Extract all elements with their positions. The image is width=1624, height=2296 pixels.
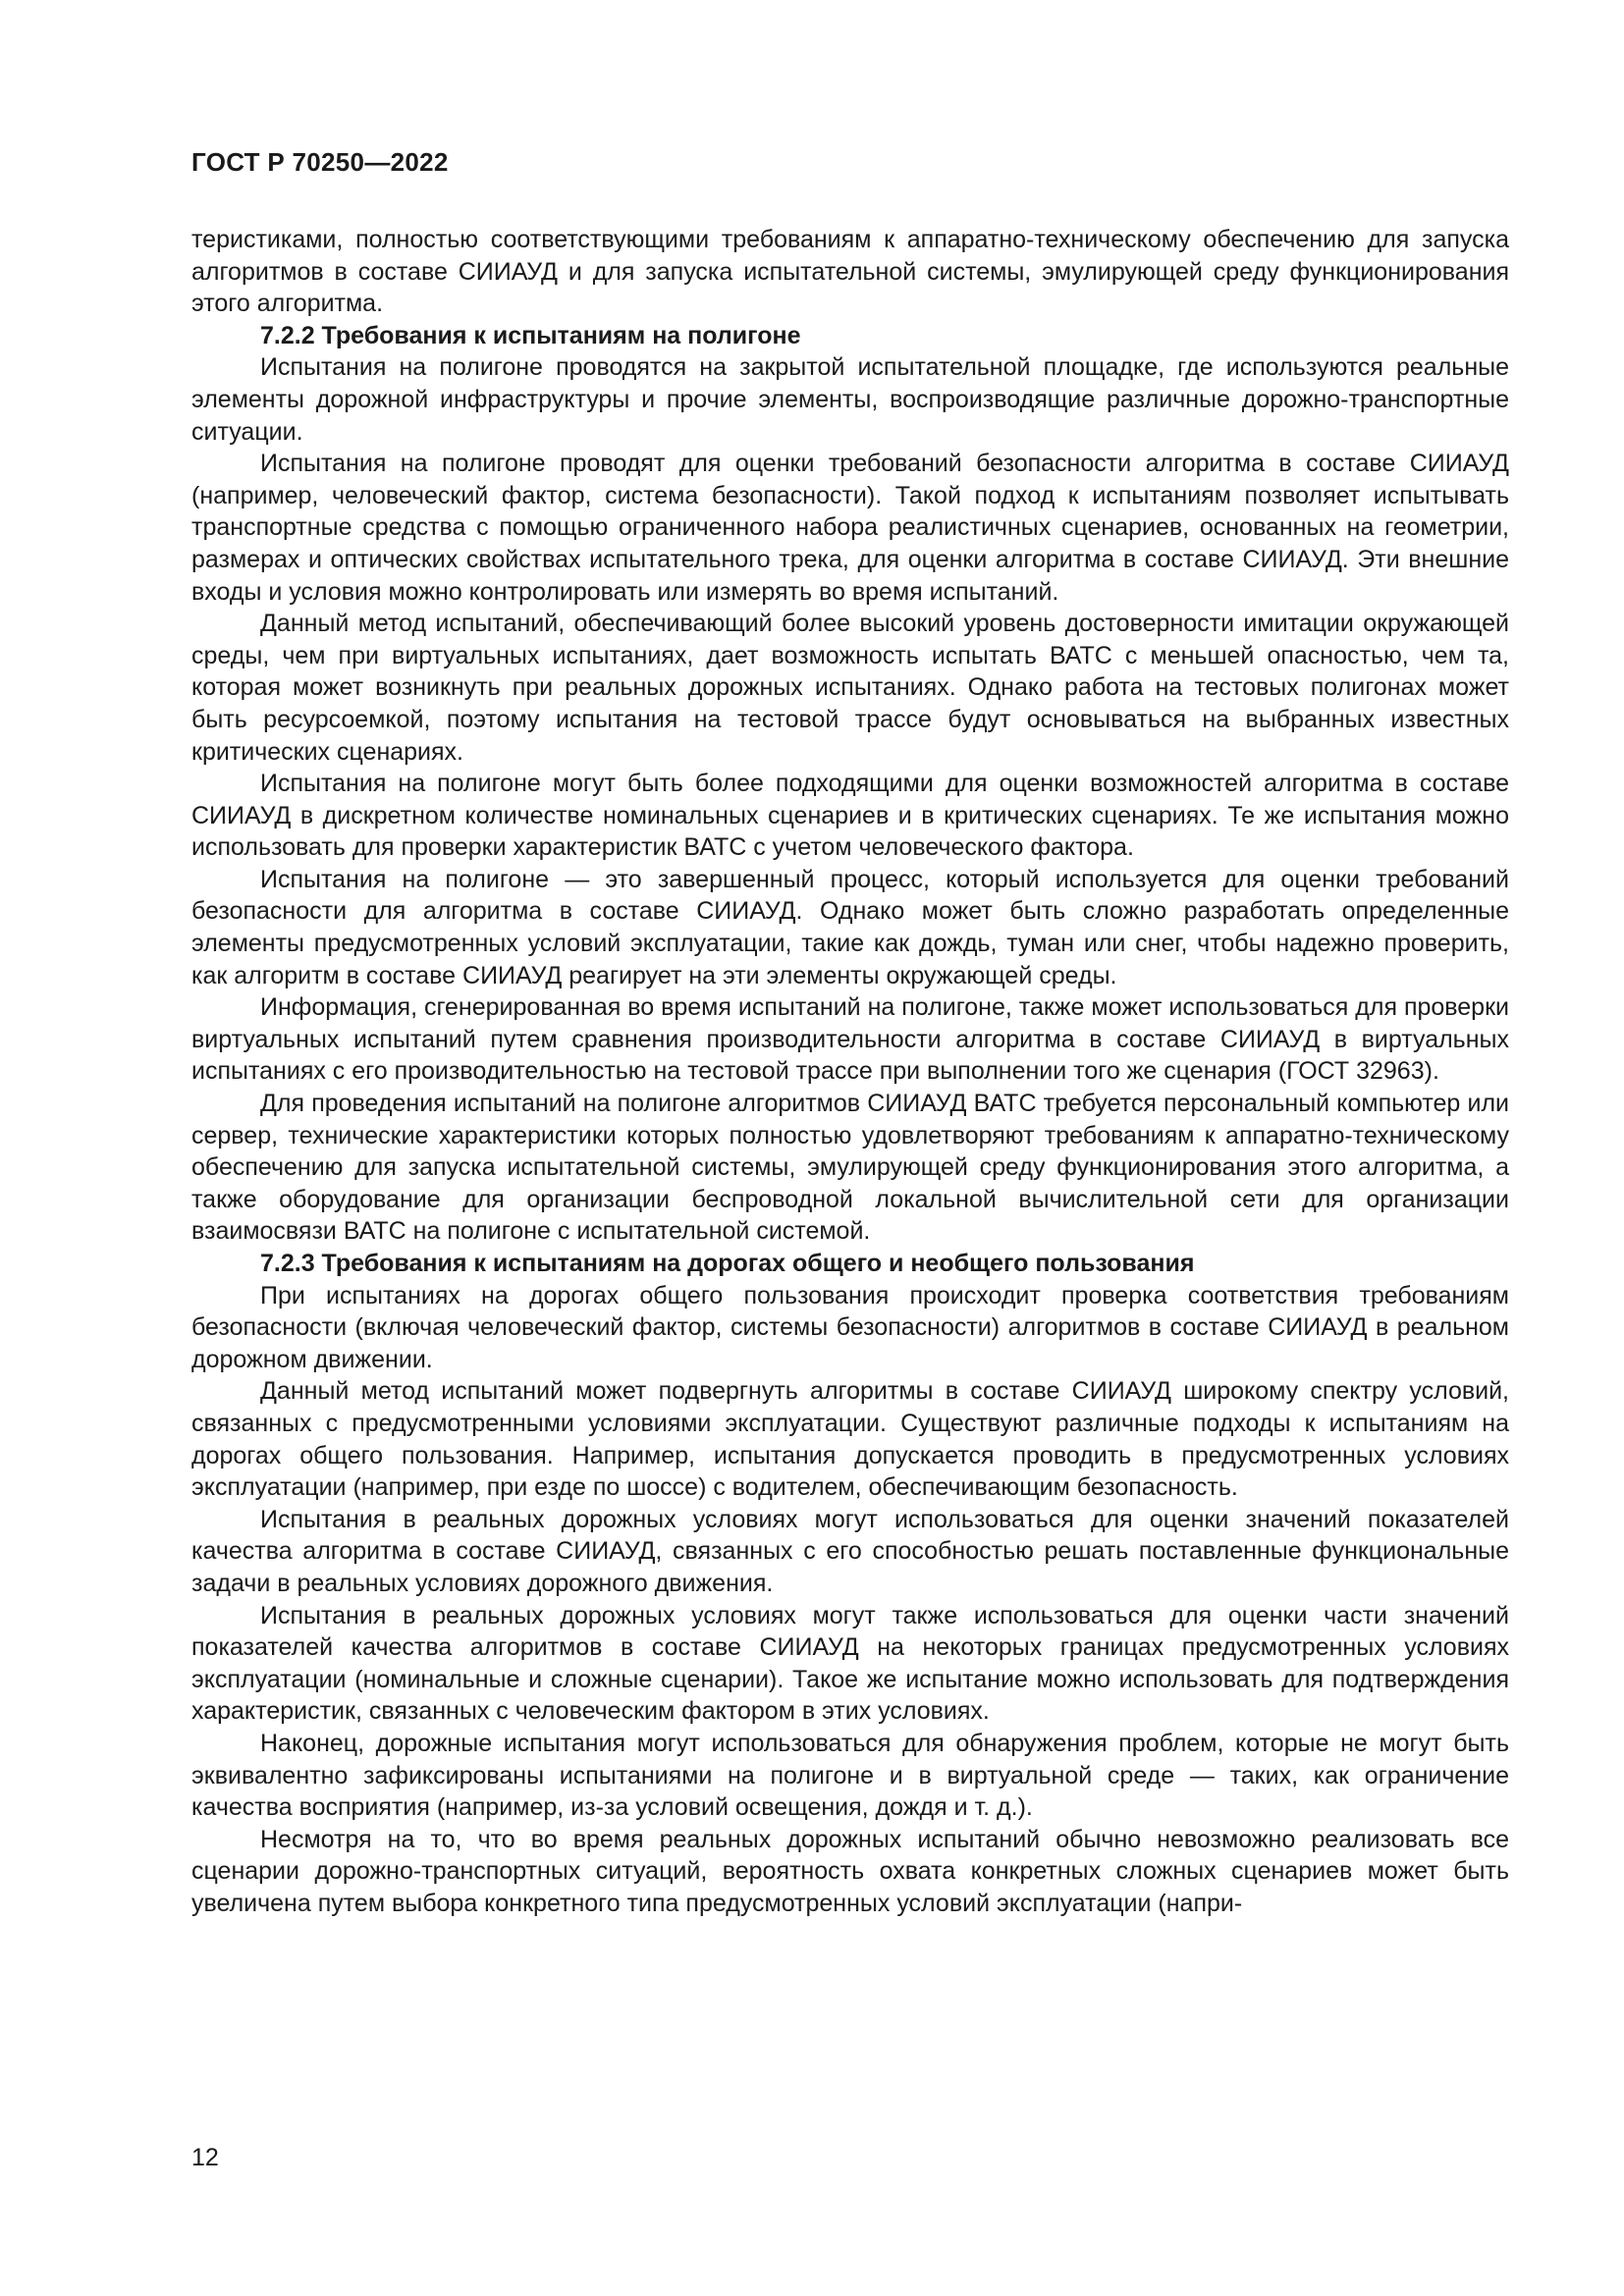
paragraph: Испытания на полигоне проводят для оценки требований безопасности алгоритма в составе СИИАУД (например, человеческий фактор, система безопасности). Такой подход к испытаниям позволяет испытывать транспортные средства с помощью ограниченного набора реалистичных сценариев, основанных на геометрии, размерах и оптических свойствах испытательного трека, для оценки алгоритма в составе СИИАУД. Эти внешние входы и условия можно контролировать или измерять во время испытаний. bbox=[191, 450, 1509, 606]
paragraph: Испытания на полигоне — это завершенный процесс, который используется для оценки требований безопасности для алгоритма в составе СИИАУД. Однако может быть сложно разработать определенные элементы предусмотренных условий эксплуатации, такие как дождь, туман или снег, чтобы надежно проверить, как алгоритм в составе СИИАУД реагирует на эти элементы окружающей среды. bbox=[191, 865, 1509, 989]
paragraph: Данный метод испытаний, обеспечивающий более высокий уровень достоверности имитации окружающей среды, чем при виртуальных испытаниях, дает возможность испытать ВАТС с меньшей опасностью, чем та, которая может возникнуть при реальных дорожных испытаниях. Однако работа на тестовых полигонах может быть ресурсоемкой, поэтому испытания на тестовой трассе будут основываться на выбранных известных критических сценариях. bbox=[191, 610, 1509, 766]
paragraph: Информация, сгенерированная во время испытаний на полигоне, также может использоваться для проверки виртуальных испытаний путем сравнения производительности алгоритма в составе СИИАУД в виртуальных испытаниях с его производительностью на тестовой трассе при выполнении того же сценария (ГОСТ 32963). bbox=[191, 993, 1509, 1086]
page-number: 12 bbox=[191, 2144, 219, 2171]
paragraph: Испытания на полигоне проводятся на закрытой испытательной площадке, где используются реальные элементы дорожной инфраструктуры и прочие элементы, воспроизводящие различные дорожно-транспортные ситуации. bbox=[191, 353, 1509, 446]
paragraph: Данный метод испытаний может подвергнуть алгоритмы в составе СИИАУД широкому спектру условий, связанных с предусмотренными условиями эксплуатации. Существуют различные подходы к испытаниям на дорогах общего пользования. Например, испытания допускается проводить в предусмотренных условиях эксплуатации (например, при езде по шоссе) с водителем, обеспечивающим безопасность. bbox=[191, 1377, 1509, 1502]
paragraph: При испытаниях на дорогах общего пользования происходит проверка соответствия требованиям безопасности (включая человеческий фактор, системы безопасности) алгоритмов в составе СИИАУД в реальном дорожном движении. bbox=[191, 1281, 1509, 1373]
paragraph-continuation: теристиками, полностью соответствующими требованиям к аппаратно-техническому обеспечению для запуска алгоритмов в составе СИИАУД и для запуска испытательной системы, эмулирующей среду функционирования этого алгоритма. bbox=[191, 226, 1509, 318]
document-body bbox=[191, 224, 1509, 1919]
paragraph: Для проведения испытаний на полигоне алгоритмов СИИАУД ВАТС требуется персональный компьютер или сервер, технические характеристики которых полностью удовлетворяют требованиям к аппаратно-техническому обеспечению для запуска испытательной системы, эмулирующей среду функционирования этого алгоритма, а также оборудование для организации беспроводной локальной вычислительной сети для организации взаимосвязи ВАТС на полигоне с испытательной системой. bbox=[191, 1090, 1509, 1246]
paragraph: Испытания на полигоне могут быть более подходящими для оценки возможностей алгоритма в составе СИИАУД в дискретном количестве номинальных сценариев и в критических сценариях. Те же испытания можно использовать для проверки характеристик ВАТС с учетом человеческого фактора. bbox=[191, 770, 1509, 862]
paragraph: Несмотря на то, что во время реальных дорожных испытаний обычно невозможно реализовать все сценарии дорожно-транспортных ситуаций, вероятность охвата конкретных сложных сценариев может быть увеличена путем выбора конкретного типа предусмотренных условий эксплуатации (напри- bbox=[191, 1825, 1509, 1917]
paragraph: Наконец, дорожные испытания могут использоваться для обнаружения проблем, которые не могут быть эквивалентно зафиксированы испытаниями на полигоне и в виртуальной среде — таких, как ограничение качества восприятия (например, из-за условий освещения, дождя и т. д.). bbox=[191, 1729, 1509, 1822]
document-code-header: ГОСТ Р 70250—2022 bbox=[191, 147, 449, 177]
paragraph: Испытания в реальных дорожных условиях могут использоваться для оценки значений показателей качества алгоритма в составе СИИАУД, связанных с его способностью решать поставленные функциональные задачи в реальных условиях дорожного движения. bbox=[191, 1505, 1509, 1597]
section-heading-7-2-2: 7.2.2 Требования к испытаниям на полигоне bbox=[260, 321, 801, 349]
section-heading-7-2-3: 7.2.3 Требования к испытаниям на дорогах общего и необщего пользования bbox=[260, 1250, 1195, 1277]
paragraph: Испытания в реальных дорожных условиях могут также использоваться для оценки части значений показателей качества алгоритмов в составе СИИАУД на некоторых границах предусмотренных условиях эксплуатации (номинальные и сложные сценарии). Такое же испытание можно использовать для подтверждения характеристик, связанных с человеческим фактором в этих условиях. bbox=[191, 1601, 1509, 1726]
